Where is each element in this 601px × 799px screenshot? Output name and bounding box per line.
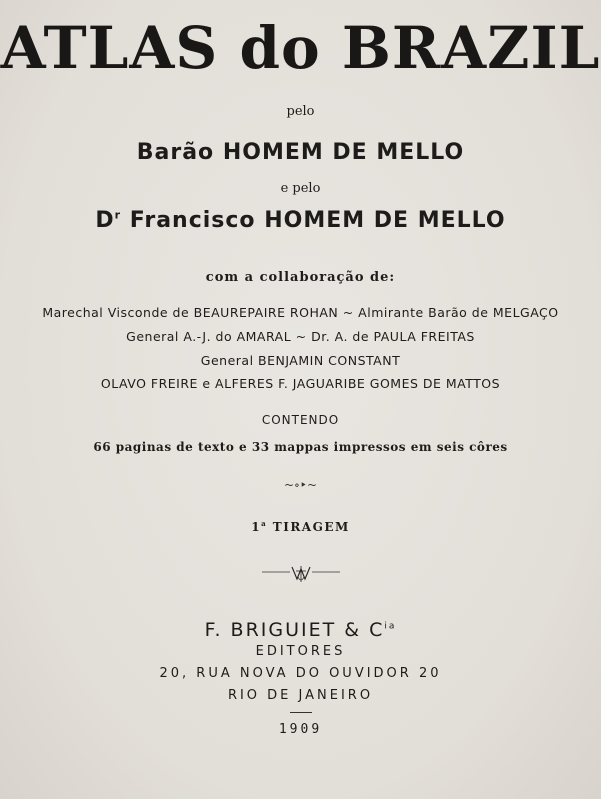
edition-number-sup: a: [261, 519, 268, 528]
publisher-address: 20, RUA NOVA DO OUVIDOR 20: [159, 666, 442, 681]
ornament-small-icon: ~∘‣~: [283, 478, 318, 492]
by-label-1: pelo: [286, 104, 315, 119]
publisher-name: [0, 619, 601, 641]
book-title: ATLAS do BRAZIL: [0, 14, 601, 82]
collaborator-line: General BENJAMIN CONSTANT: [200, 353, 401, 368]
publisher-name-text: F. BRIGUIET & C: [204, 619, 385, 641]
collaborator-line: General A.-J. do AMARAL ~ Dr. A. de PAULA FREITAS: [126, 329, 475, 344]
author-2-prefix: D: [95, 208, 115, 233]
collaboration-label: com a collaboração de:: [205, 270, 396, 285]
contents-label: CONTENDO: [261, 413, 340, 427]
monogram-ornament-icon: [262, 565, 340, 585]
author-2-prefix-sup: r: [114, 208, 122, 222]
collaborator-line: Marechal Visconde de BEAUREPAIRE ROHAN ~ Almirante Barão de MELGAÇO: [42, 305, 559, 320]
publisher-city: RIO DE JANEIRO: [227, 688, 374, 703]
by-label-2: e pelo: [280, 181, 321, 196]
author-2: [0, 208, 601, 233]
publication-year: 1909: [278, 722, 323, 737]
publisher-role: EDITORES: [255, 644, 346, 659]
edition-label: TIRAGEM: [267, 520, 350, 534]
author-2-name: Francisco HOMEM DE MELLO: [121, 208, 506, 233]
publisher-name-sup: ia: [384, 621, 397, 632]
edition-number: 1: [251, 520, 262, 534]
contents-description: 66 paginas de texto e 33 mappas impressos em seis côres: [93, 440, 508, 454]
divider: [290, 712, 312, 713]
author-1: Barão HOMEM DE MELLO: [136, 140, 465, 165]
collaborator-line: OLAVO FREIRE e ALFERES F. JAGUARIBE GOMES DE MATTOS: [100, 376, 501, 391]
edition-line: [0, 519, 601, 534]
